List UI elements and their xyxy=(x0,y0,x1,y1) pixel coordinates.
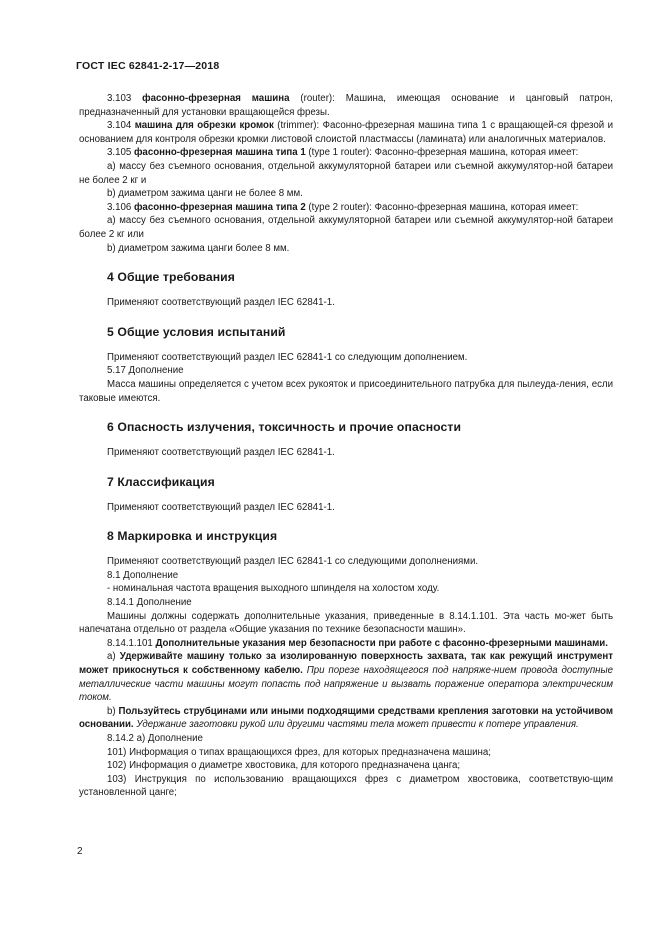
section-heading-8: 8 Маркировка и инструкция xyxy=(107,529,278,544)
clause-8-14-1: 8.14.1 Дополнение xyxy=(107,597,192,609)
list-item-102: 102) Информация о диаметре хвостовика, для которого предназначена цанга; xyxy=(107,760,461,772)
section-heading-5: 5 Общие условия испытаний xyxy=(107,324,286,339)
clause-8-14-1-101: 8.14.1.101 Дополнительные указания мер безопасности при работе с фасонно-фрезерными машинами. xyxy=(107,637,608,649)
document-body xyxy=(79,92,613,800)
document-header: ГОСТ IEC 62841-2-17—2018 xyxy=(76,60,220,72)
section-5-text: Применяют соответствующий раздел IEC 62841-1 со следующим дополнением. xyxy=(107,351,468,363)
definition-3-106-a: а) массу без съемного основания, отдельной аккумуляторной батареи или съемной аккумулятор-ной батареи более 2 кг или xyxy=(79,215,613,240)
clause-5-17: 5.17 Дополнение xyxy=(107,365,184,377)
clause-8-1-item: - номинальная частота вращения выходного шпинделя на холостом ходу. xyxy=(107,583,440,595)
definition-3-105: 3.105 фасонно-фрезерная машина типа 1 (type 1 router): Фасонно-фрезерная машина, которая имеет: xyxy=(107,147,579,159)
definition-3-105-a: а) массу без съемного основания, отдельной аккумуляторной батареи или съемной аккумулятор-ной батареи не более 2 кг и xyxy=(79,160,613,186)
section-6-text: Применяют соответствующий раздел IEC 62841-1. xyxy=(107,447,335,459)
clause-8-14-1-text: Машины должны содержать дополнительные указания, приведенные в 8.14.1.101. Эта часть мо-жет быть напечатана отдельно от раздела «Общие указания по технике безопасности машин». xyxy=(79,610,613,636)
page-number: 2 xyxy=(77,846,83,857)
section-4-text: Применяют соответствующий раздел IEC 62841-1. xyxy=(107,297,335,309)
list-item-103: 103) Инструкция по использованию вращающихся фрез с диаметром хвостовика, соответствую-щим установленной цанге; xyxy=(79,773,613,799)
definition-3-106: 3.106 фасонно-фрезерная машина типа 2 (type 2 router): Фасонно-фрезерная машина, которая имеет: xyxy=(107,201,579,213)
definition-3-104: 3.104 машина для обрезки кромок (trimmer): Фасонно-фрезерная машина типа 1 с вращающей-ся фрезой и основанием для контроля обрезки кромки листовой слоистой пластмассы (ламината) или аналогичных материалов. xyxy=(79,120,613,145)
clause-8-1: 8.1 Дополнение xyxy=(107,569,179,581)
section-heading-4: 4 Общие требования xyxy=(107,270,235,285)
definition-3-106-b: b) диаметром зажима цанги более 8 мм. xyxy=(107,242,290,254)
definition-3-103: 3.103 фасонно-фрезерная машина (router): Машина, имеющая основание и цанговый патрон, предназначенный для установки вращающейся фрезы. xyxy=(79,93,613,118)
section-8-text: Применяют соответствующий раздел IEC 62841-1 со следующими дополнениями. xyxy=(107,556,479,568)
list-item-101: 101) Информация о типах вращающихся фрез, для которых предназначена машина; xyxy=(107,746,491,758)
safety-warning-a: а) Удерживайте машину только за изолированную поверхность захвата, так как режущий инструмент может прикоснуться к собственному кабелю. При порезе находящегося под напряже-нием провода доступные металлические части машины могут попасть под напряжение и вызвать поражение оператора электрическим током. xyxy=(79,651,614,704)
safety-warning-b: b) Пользуйтесь струбцинами или иными подходящими средствами крепления заготовки на устойчивом основании. Удержание заготовки рукой или другими частями тела может привести к потере управления. xyxy=(79,705,613,731)
clause-8-14-2: 8.14.2 а) Дополнение xyxy=(107,733,203,744)
section-heading-6: 6 Опасность излучения, токсичность и прочие опасности xyxy=(107,420,462,435)
definition-3-105-b: b) диаметром зажима цанги не более 8 мм. xyxy=(107,188,303,200)
section-heading-7: 7 Классификация xyxy=(107,474,215,489)
section-7-text: Применяют соответствующий раздел IEC 62841-1. xyxy=(107,501,335,513)
clause-5-17-text: Масса машины определяется с учетом всех рукояток и присоединительного патрубка для пылеуда-ления, если таковые имеются. xyxy=(79,378,613,404)
